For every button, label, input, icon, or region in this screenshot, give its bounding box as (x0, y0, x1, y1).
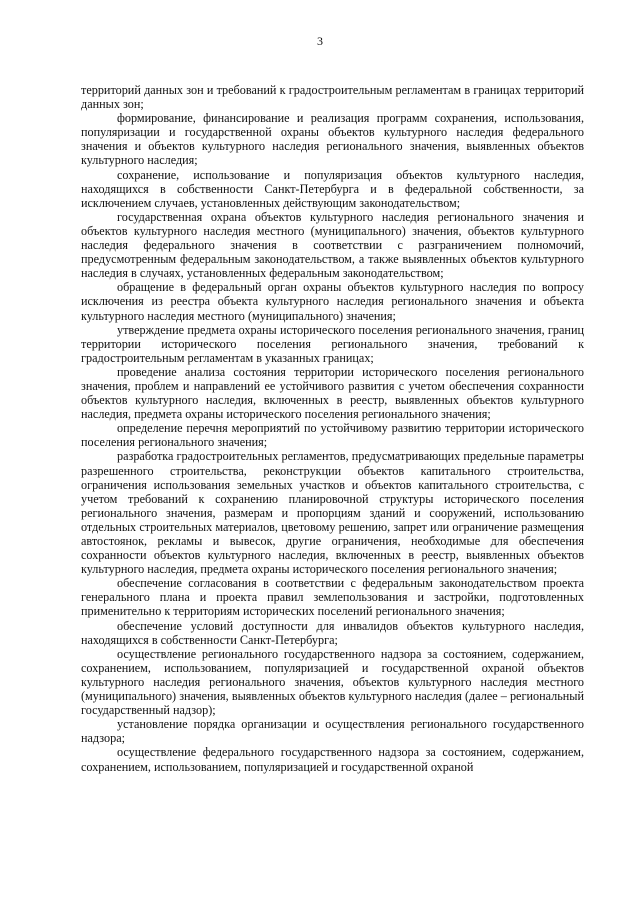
paragraph: территорий данных зон и требований к градостроительным регламентам в границах территорий данных зон; (81, 83, 584, 112)
paragraph: сохранение, использование и популяризация объектов культурного наследия, находящихся в собственности Санкт-Петербурга и в федеральной собственности, за исключением случаев, установленных действующим законодательством; (81, 167, 584, 210)
document-body (81, 83, 584, 774)
paragraph: проведение анализа состояния территории исторического поселения регионального значения, проблем и направлений ее устойчивого развития с учетом обеспечения сохранности объектов культурного наследия, включенных в реестр, выявленных объектов культурного наследия, предмета охраны исторического поселения регионального значения; (81, 364, 584, 422)
paragraph: государственная охрана объектов культурного наследия регионального значения и объектов культурного наследия местного (муниципального) значения, объектов культурного наследия федерального значения в соответствии с разграничением полномочий, предусмотренным федеральным законодательством, а также выявленных объектов культурного наследия в случаях, установленных федеральным законодательством; (81, 209, 584, 281)
page-number: 3 (317, 34, 323, 48)
paragraph: осуществление федерального государственного надзора за состоянием, содержанием, сохранением, использованием, популяризацией и государственной охраной (81, 745, 584, 774)
paragraph: утверждение предмета охраны исторического поселения регионального значения, границ территории исторического поселения регионального значения, требований к градостроительным регламентам в указанных границах; (81, 322, 584, 365)
paragraph: установление порядка организации и осуществления регионального государственного надзора; (81, 717, 584, 746)
paragraph: обращение в федеральный орган охраны объектов культурного наследия по вопросу исключения из реестра объекта культурного наследия регионального значения и объекта культурного наследия местного (муниципального) значения; (81, 280, 584, 323)
paragraph: разработка градостроительных регламентов, предусматривающих предельные параметры разрешенного строительства, реконструкции объектов капитального строительства, ограничения использования земельных участков и объектов капитального строительства, с учетом требований к сохранению планировочной структуры исторического поселения регионального значения, размерам и пропорциям зданий и сооружений, использованию отдельных строительных материалов, цветовому решению, запрет или ограничение размещения автостоянок, рекламы и вывесок, другие ограничения, необходимые для обеспечения сохранности объектов культурного наследия, включенных в реестр, выявленных объектов культурного наследия, предмета охраны исторического поселения регионального значения; (81, 449, 584, 577)
paragraph: определение перечня мероприятий по устойчивому развитию территории исторического поселения регионального значения; (81, 421, 584, 450)
paragraph: обеспечение согласования в соответствии с федеральным законодательством проекта генерального плана и проекта правил землепользования и застройки, подготовленных применительно к территориям исторических поселений регионального значения; (81, 576, 584, 619)
paragraph: формирование, финансирование и реализация программ сохранения, использования, популяризации и государственной охраны объектов культурного наследия федерального значения и объектов культурного наследия регионального значения, выявленных объектов культурного наследия; (81, 111, 584, 168)
paragraph: осуществление регионального государственного надзора за состоянием, содержанием, сохранением, использованием, популяризацией и государственной охраной объектов культурного наследия регионального значения, объектов культурного наследия местного (муниципального) значения, выявленных объектов культурного наследия (далее – региональный государственный надзор); (81, 646, 584, 718)
paragraph: обеспечение условий доступности для инвалидов объектов культурного наследия, находящихся в собственности Санкт-Петербурга; (81, 618, 584, 647)
